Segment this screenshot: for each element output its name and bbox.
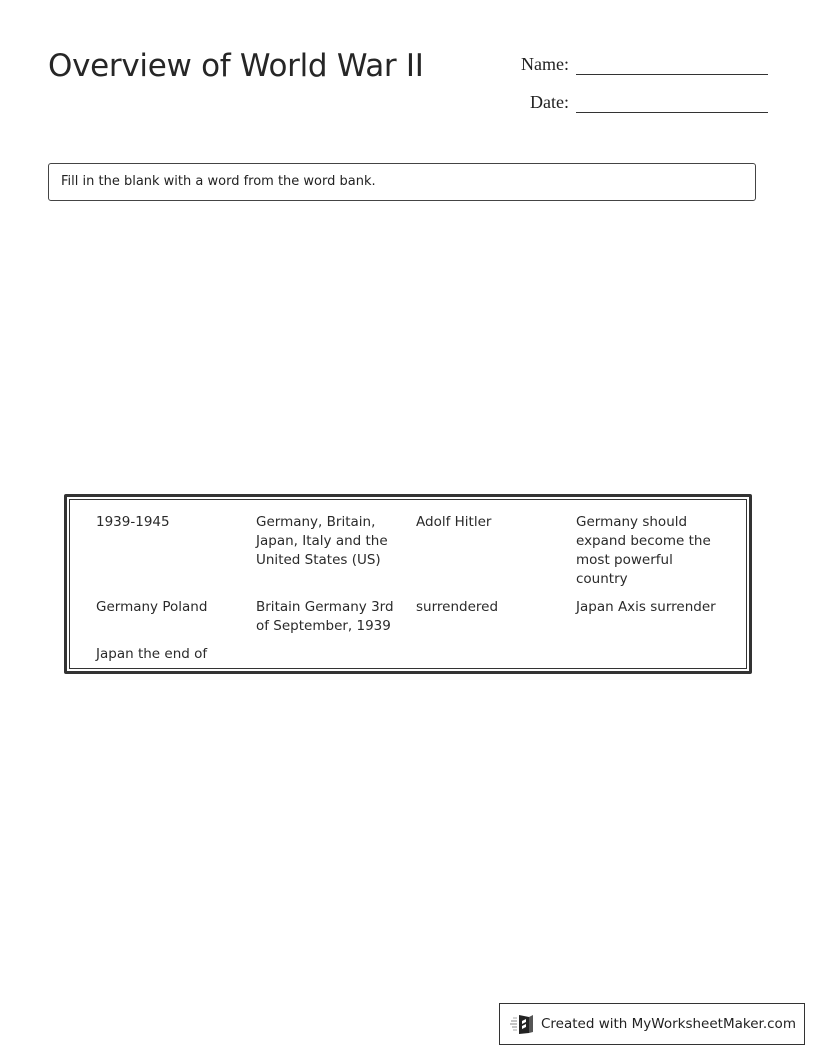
name-label: Name:: [521, 54, 569, 74]
word-bank-grid: [96, 513, 736, 664]
worksheet-maker-logo-icon: [510, 1013, 536, 1035]
page-title: Overview of World War II: [48, 48, 424, 84]
footer-credit-text: Created with MyWorksheetMaker.com: [541, 1016, 796, 1032]
word-bank-item: surrendered: [416, 599, 499, 615]
word-bank: [64, 494, 752, 674]
name-blank-line[interactable]: [576, 54, 768, 75]
name-field: [509, 54, 768, 75]
word-bank-item: 1939-1945: [96, 514, 170, 530]
date-blank-line[interactable]: [576, 92, 768, 113]
word-bank-item: Japan Axis surrender: [576, 599, 716, 615]
instructions-text: Fill in the blank with a word from the word bank.: [61, 174, 376, 189]
footer-credit[interactable]: [499, 1003, 805, 1045]
word-bank-item: Adolf Hitler: [416, 514, 492, 530]
date-field: [509, 92, 768, 113]
word-bank-inner-border: [69, 499, 747, 669]
word-bank-item: Britain Germany 3rd of September, 1939: [256, 599, 394, 634]
word-bank-item: Germany Poland: [96, 599, 208, 615]
date-label: Date:: [530, 92, 569, 112]
word-bank-item: Japan the end of: [96, 646, 208, 662]
instructions-box: [48, 163, 756, 201]
word-bank-item: Germany should expand become the most powerful country: [576, 514, 711, 587]
word-bank-item: Germany, Britain, Japan, Italy and the United States (US): [256, 514, 388, 568]
